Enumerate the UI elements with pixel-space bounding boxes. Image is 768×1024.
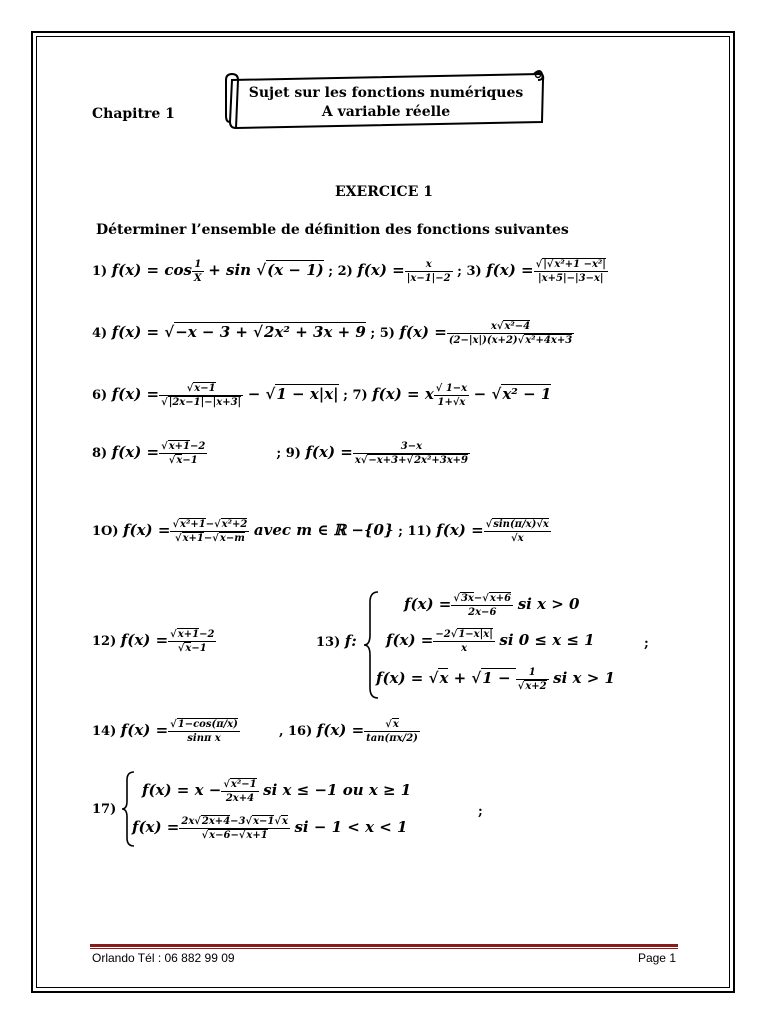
item-number-10: 1O) [92, 524, 119, 539]
item-number-3: ; 3) [457, 264, 482, 279]
condition-13a: si x > 0 [517, 595, 580, 613]
item-13-label: 13) f: [316, 632, 357, 650]
item-number-13: 13) [316, 635, 341, 650]
formula-row-6-7: 6) f(x) = $\frac{√x-1}{√|2x-1|-|x+3|}$ − √1 − x|x| ; 7) f(x) = x $\frac{√ 1-x}{1+√x}$ − √x² − 1 [92, 383, 552, 408]
footer-rule-thin [90, 948, 678, 949]
case-13a: f(x) = $\frac{√3x-√x+6}{2x-6}$ si x > 0 [404, 593, 580, 618]
item-number-6: 6) [92, 388, 108, 403]
case-13b: f(x) = $\frac{-2√1-x|x|}{x}$ si 0 ≤ x ≤ 1 [386, 629, 595, 654]
semicolon-13: ; [644, 636, 649, 651]
formula-row-4-5: 4) f(x) = √−x − 3 + √2x² + 3x + 9 ; 5) f(x) = $\frac{\text{x√x²−4}}{\text{(2−|x|)(x+2)√x²+4x+3}}$ [92, 321, 573, 346]
item-number-16: , 16) [278, 724, 313, 739]
item-number-8: 8) [92, 446, 108, 461]
footer-rule-thick [90, 944, 678, 947]
page-border-inner [36, 36, 730, 988]
condition-avec-m: avec m ∈ ℝ −{0} [253, 521, 394, 539]
scroll-title-line2: A variable réelle [321, 104, 451, 120]
item-number-4: 4) [92, 326, 108, 341]
formula-row-12: 12) f(x) = $\frac{√x+1-2}{√x-1}$ [92, 629, 215, 654]
semicolon-17: ; [478, 804, 483, 819]
formula-row-1: 1) f(x) = cos $\frac{1}{X}$ + sin √(x − 1) ; 2) f(x) = $\frac{x}{|x-1|-2}$ ; 3) f(x) = $\frac{\text{√|√x²+1 −x²|}}{|x+5|-|3-x|}$ [92, 259, 606, 284]
case-17b: f(x) = $\frac{2x√2x+4-3√x-1√x}{√x-6-√x+1}$ si − 1 < x < 1 [132, 816, 408, 841]
scroll-title-line1: Sujet sur les fonctions numériques [248, 85, 524, 101]
exercise-instruction: Déterminer l’ensemble de définition des fonctions suivantes [96, 222, 569, 238]
footer-author: Orlando Tél : 06 882 99 09 [92, 951, 235, 965]
formula-row-8-9: 8) f(x) = $\frac{√x+1-2}{√x-1}$ ; 9) f(x) = $\frac{3-x}{\text{x√−x+3+√2x²+3x+9}}$ [92, 441, 468, 466]
condition-13c: si x > 1 [553, 669, 615, 687]
item-number-17: 17) [92, 802, 117, 817]
item-number-9: ; 9) [276, 446, 301, 461]
case-17a: f(x) = x − $\frac{\text{√x²−1}}{2x+4}$ si x ≤ −1 ou x ≥ 1 [142, 779, 412, 804]
footer-page-number: Page 1 [637, 951, 676, 965]
exercise-title: EXERCICE 1 [335, 184, 433, 200]
item-number-2: ; 2) [328, 264, 353, 279]
item-number-5: ; 5) [370, 326, 395, 341]
item-number-12: 12) [92, 634, 117, 649]
item-number-11: ; 11) [398, 524, 432, 539]
title-scroll-banner [222, 70, 548, 132]
item-17-label [92, 802, 116, 817]
formula-row-10-11: 1O) f(x) = $\frac{\text{√x²+1−√x²+2}}{√x+1-√x-m}$ avec m ∈ ℝ −{0} ; 11) f(x) = $\frac{√\sin(\pi/x)√x}{√x}$ [92, 519, 549, 544]
item-number-7: ; 7) [343, 388, 368, 403]
formula-row-14-16: 14) f(x) = $\frac{√1-\cos(\pi/x)}{\text{sinπ x}}$ , 16) f(x) = $\frac{√x}{\tan(\pi x/2)}$ [92, 719, 418, 744]
condition-13b: si 0 ≤ x ≤ 1 [499, 631, 595, 649]
chapter-label: Chapitre 1 [92, 106, 175, 122]
condition-17b: si − 1 < x < 1 [294, 818, 408, 836]
item-number-1: 1) [92, 264, 108, 279]
item-number-14: 14) [92, 724, 117, 739]
condition-17a: si x ≤ −1 ou x ≥ 1 [263, 781, 412, 799]
case-13c: f(x) = √x + √1 − $\frac{1}{√x+2}$ si x > 1 [376, 667, 615, 692]
